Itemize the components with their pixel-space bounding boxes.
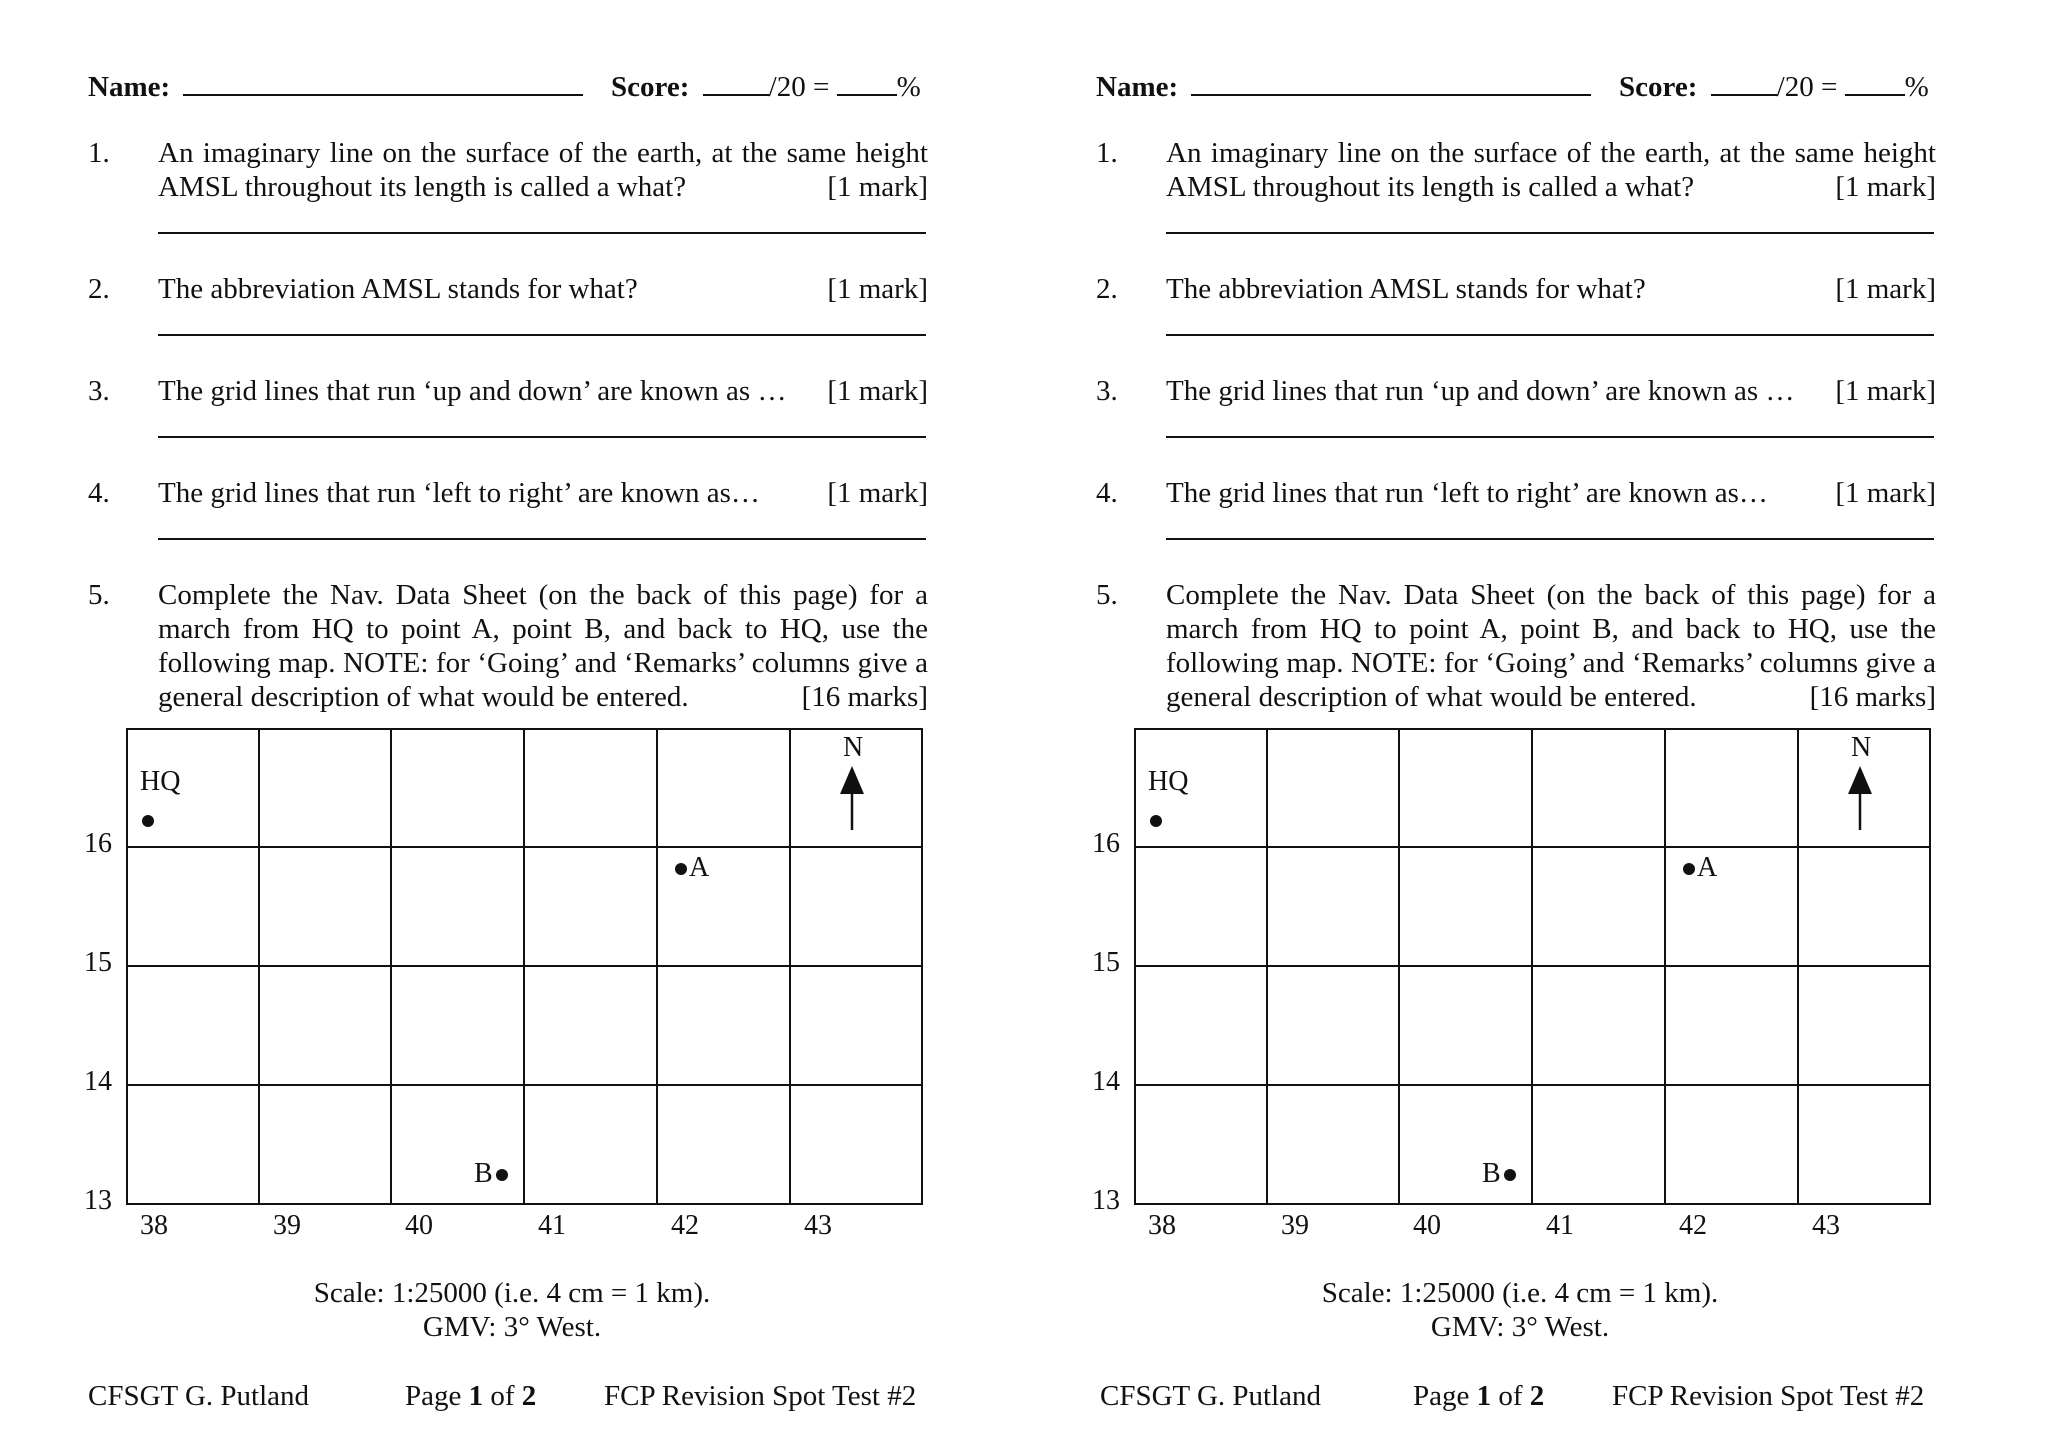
score-label: Score:: [1619, 71, 1698, 103]
name-label: Name:: [1096, 71, 1179, 103]
percent-field[interactable]: [837, 70, 897, 96]
question-marks: [1 mark]: [1835, 273, 1936, 305]
question-number: 5.: [1096, 579, 1118, 611]
name-row: [1096, 70, 1591, 106]
northing-label: 13: [84, 1185, 112, 1216]
question-text: An imaginary line on the surface of the earth, at the same height AMSL throughout its length is called a what?: [1166, 137, 1936, 203]
north-label: N: [843, 732, 864, 763]
scale-line: Scale: 1:25000 (i.e. 4 cm = 1 km).: [313, 1277, 711, 1309]
question-marks: [1 mark]: [1835, 171, 1936, 203]
point-a-marker: [1683, 863, 1695, 875]
name-field[interactable]: [1191, 70, 1591, 96]
easting-label: 38: [140, 1210, 168, 1241]
question-text: The abbreviation AMSL stands for what?: [1166, 273, 1646, 305]
footer-author: CFSGT G. Putland: [1100, 1380, 1322, 1412]
test-sheet-right: [1008, 0, 2032, 1447]
point-a-label: A: [1697, 852, 1718, 883]
answer-line-3[interactable]: [1166, 436, 1934, 438]
question-number: 1.: [1096, 137, 1118, 169]
question-number: 2.: [1096, 273, 1118, 305]
question-marks: [16 marks]: [1809, 681, 1936, 713]
point-b-label: B: [474, 1158, 493, 1189]
score-field[interactable]: [1711, 70, 1777, 96]
point-a-label: A: [689, 852, 710, 883]
easting-label: 39: [1281, 1210, 1309, 1241]
footer-page: Page 1 of 2: [405, 1380, 537, 1412]
question-text: The grid lines that run ‘up and down’ are known as …: [158, 375, 787, 407]
northing-label: 14: [1092, 1066, 1120, 1097]
point-hq-marker: [142, 815, 154, 827]
easting-label: 41: [1546, 1210, 1574, 1241]
point-b-label: B: [1482, 1158, 1501, 1189]
north-label: N: [1851, 732, 1872, 763]
question-number: 2.: [88, 273, 110, 305]
answer-line-2[interactable]: [158, 334, 926, 336]
score-row: [611, 70, 921, 106]
north-arrow-icon: [840, 766, 864, 830]
northing-label: 16: [1092, 828, 1120, 859]
grid-map: [84, 728, 923, 1241]
question-number: 3.: [88, 375, 110, 407]
name-field[interactable]: [183, 70, 583, 96]
northing-label: 15: [84, 947, 112, 978]
score-row: [1619, 70, 1929, 106]
question-marks: [1 mark]: [827, 375, 928, 407]
northing-label: 14: [84, 1066, 112, 1097]
northing-label: 15: [1092, 947, 1120, 978]
answer-line-3[interactable]: [158, 436, 926, 438]
answer-line-2[interactable]: [1166, 334, 1934, 336]
easting-label: 43: [804, 1210, 832, 1241]
footer-page: Page 1 of 2: [1413, 1380, 1545, 1412]
easting-label: 38: [1148, 1210, 1176, 1241]
question-text: The grid lines that run ‘left to right’ are known as…: [158, 477, 760, 509]
gmv-line: GMV: 3° West.: [422, 1311, 602, 1343]
map-grid-lines: [126, 728, 923, 1205]
north-arrow-icon: [1848, 766, 1872, 830]
question-text: An imaginary line on the surface of the earth, at the same height AMSL throughout its length is called a what?: [158, 137, 928, 203]
question-text: The grid lines that run ‘up and down’ are known as …: [1166, 375, 1795, 407]
score-field[interactable]: [703, 70, 769, 96]
easting-label: 39: [273, 1210, 301, 1241]
point-hq-marker: [1150, 815, 1162, 827]
map-grid-lines: [1134, 728, 1931, 1205]
question-marks: [1 mark]: [827, 273, 928, 305]
question-number: 5.: [88, 579, 110, 611]
question-marks: [1 mark]: [827, 171, 928, 203]
northing-label: 16: [84, 828, 112, 859]
question-marks: [1 mark]: [1835, 375, 1936, 407]
point-a-marker: [675, 863, 687, 875]
name-row: [88, 70, 583, 106]
percent-sign: %: [896, 71, 921, 103]
question-marks: [1 mark]: [1835, 477, 1936, 509]
percent-field[interactable]: [1845, 70, 1905, 96]
answer-line-4[interactable]: [1166, 538, 1934, 540]
question-number: 3.: [1096, 375, 1118, 407]
easting-label: 40: [405, 1210, 433, 1241]
answer-line-1[interactable]: [1166, 232, 1934, 234]
point-hq-label: HQ: [1148, 766, 1189, 797]
question-marks: [16 marks]: [801, 681, 928, 713]
question-text: The grid lines that run ‘left to right’ are known as…: [1166, 477, 1768, 509]
score-total: /20 =: [1776, 71, 1838, 103]
percent-sign: %: [1904, 71, 1929, 103]
question-text: Complete the Nav. Data Sheet (on the back of this page) for a march from HQ to point A, point B, and back to HQ, use the following map. NOTE: for ‘Going’ and ‘Remarks’ columns give a general description of what would be entered.: [1166, 579, 1936, 713]
point-b-marker: [496, 1169, 508, 1181]
easting-label: 41: [538, 1210, 566, 1241]
northing-label: 13: [1092, 1185, 1120, 1216]
question-text: The abbreviation AMSL stands for what?: [158, 273, 638, 305]
question-text: Complete the Nav. Data Sheet (on the back of this page) for a march from HQ to point A, point B, and back to HQ, use the following map. NOTE: for ‘Going’ and ‘Remarks’ columns give a general description of what would be entered.: [158, 579, 928, 713]
name-label: Name:: [88, 71, 171, 103]
footer-author: CFSGT G. Putland: [88, 1380, 310, 1412]
scale-line: Scale: 1:25000 (i.e. 4 cm = 1 km).: [1321, 1277, 1719, 1309]
easting-label: 42: [1679, 1210, 1707, 1241]
easting-label: 43: [1812, 1210, 1840, 1241]
point-b-marker: [1504, 1169, 1516, 1181]
footer-test-name: FCP Revision Spot Test #2: [1612, 1380, 1925, 1412]
question-marks: [1 mark]: [827, 477, 928, 509]
answer-line-1[interactable]: [158, 232, 926, 234]
score-label: Score:: [611, 71, 690, 103]
answer-line-4[interactable]: [158, 538, 926, 540]
footer-test-name: FCP Revision Spot Test #2: [604, 1380, 917, 1412]
gmv-line: GMV: 3° West.: [1430, 1311, 1610, 1343]
easting-label: 40: [1413, 1210, 1441, 1241]
point-hq-label: HQ: [140, 766, 181, 797]
question-number: 1.: [88, 137, 110, 169]
easting-label: 42: [671, 1210, 699, 1241]
score-total: /20 =: [768, 71, 830, 103]
question-number: 4.: [88, 477, 110, 509]
question-number: 4.: [1096, 477, 1118, 509]
grid-map: [1092, 728, 1931, 1241]
